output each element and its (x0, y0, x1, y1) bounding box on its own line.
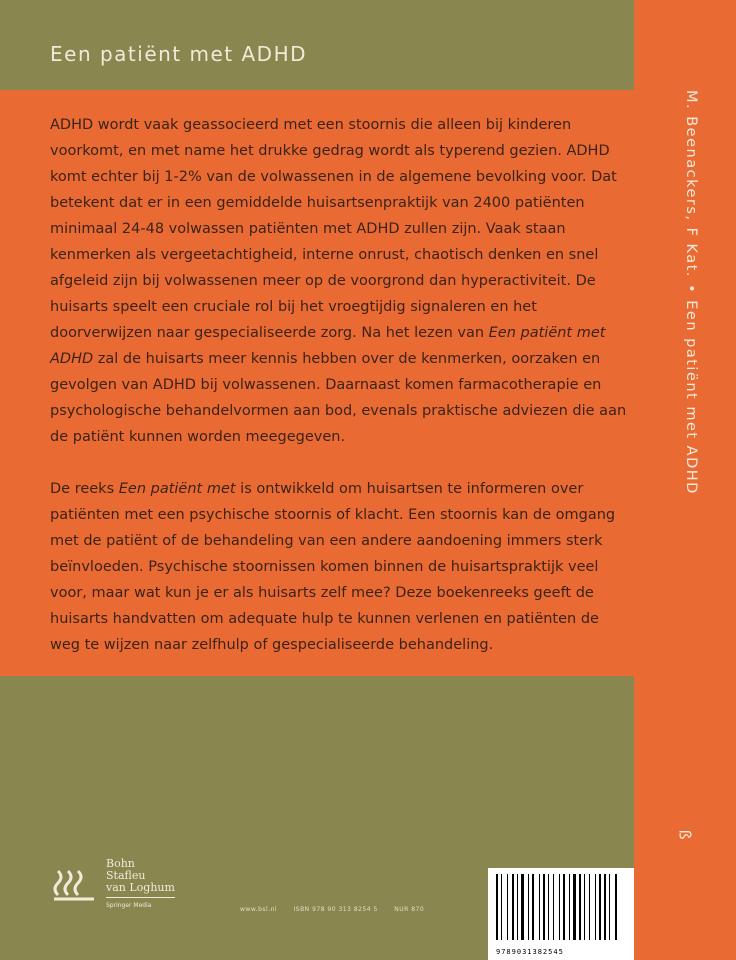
publisher-name (106, 858, 175, 912)
paragraph-2-text-a: De reeks (50, 481, 119, 497)
spine-title (683, 90, 703, 495)
paragraph-1-text-b: zal de huisarts meer kennis hebben over de kenmerken, oorzaken en gevolgen van ADHD bij volwassenen. Daarnaast komen farmacotherapie en psychologische behandelvormen aan bod, evenals praktische adviezen die aan de patiënt kunnen worden meegegeven. (50, 351, 627, 445)
nur-code: NUR 870 (394, 906, 425, 913)
website: www.bsl.nl (240, 906, 278, 913)
isbn-line (240, 906, 438, 913)
barcode (488, 868, 634, 960)
blurb-paragraph-1 (50, 112, 630, 450)
barcode-bars-icon (496, 874, 626, 940)
publisher-logo (52, 858, 175, 912)
paragraph-1-italic: Een patiënt met ADHD (50, 325, 606, 367)
publisher-mark-icon (52, 865, 98, 905)
paragraph-2-italic: Een patiënt met (118, 481, 236, 497)
paragraph-1-text-a: ADHD wordt vaak geassocieerd met een stoornis die alleen bij kinderen voorkomt, en met name het drukke gedrag wordt als typerend gezien. ADHD komt echter bij 1-2% van de volwassenen in de algemene bevolking voor. Dat betekent dat er in een gemiddelde huisartsenpraktijk van 2400 patiënten minimaal 24-48 volwassen patiënten met ADHD zullen zijn. Vaak staan kenmerken als vergeetachtigheid, interne onrust, chaotisch denken en snel afgeleid zijn bij volwassenen meer op de voorgrond dan hyperactiviteit. De huisarts speelt een cruciale rol bij het vroegtijdig signaleren en het doorverwijzen naar gespecialiseerde zorg. Na het lezen van (50, 117, 617, 341)
publisher-name-line-1: Bohn (106, 857, 135, 870)
publisher-name-line-2: Stafleu (106, 869, 146, 882)
blurb (50, 112, 630, 684)
blurb-paragraph-2 (50, 476, 630, 658)
spine-publisher-logo: ß (675, 829, 695, 840)
publisher-subtitle: Springer Media (106, 897, 175, 912)
paragraph-2-text-b: is ontwikkeld om huisartsen te informeren over patiënten met een psychische stoornis of klacht. Een stoornis kan de omgang met de patiënt of de behandeling van een andere aandoening immers sterk beïnvloeden. Psychische stoornissen komen binnen de huisartspraktijk veel voor, maar wat kun je er als huisarts zelf mee? Deze boekenreeks geeft de huisarts handvatten om adequate hulp te kunnen verlenen en patiënten de weg te wijzen naar zelfhulp of gespecialiseerde behandeling. (50, 481, 616, 653)
cover-title: Een patiënt met ADHD (50, 42, 308, 66)
publisher-name-line-3: van Loghum (106, 881, 175, 894)
isbn: ISBN 978 90 313 8254 5 (293, 906, 378, 913)
spine-title-text: M. Beenackers, F Kat. • Een patiënt met ADHD (683, 90, 699, 495)
barcode-number: 9789031382545 (496, 948, 564, 956)
